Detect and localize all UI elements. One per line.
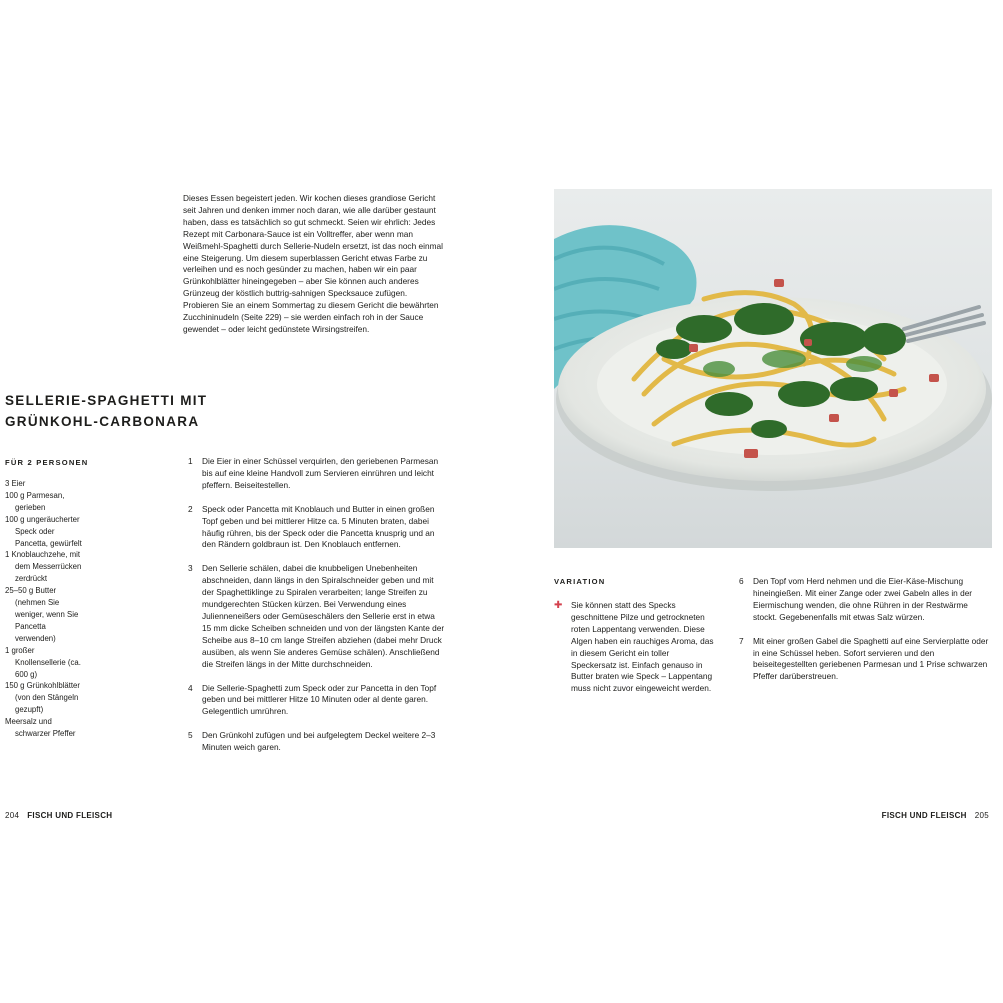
- step-text: Den Topf vom Herd nehmen und die Eier-Käse-Mischung hineingießen. Mit einer Zange oder zwei Gabeln alles in der Eiermischung wenden, die ohne Rühren in der Restwärme stockt. Gegebenenfalls mit etwas Salz würzen.: [753, 576, 973, 622]
- section-name: FISCH UND FLEISCH: [881, 811, 967, 820]
- method-step: [188, 563, 445, 670]
- method-step: [739, 576, 989, 624]
- method-step: [188, 504, 445, 552]
- ingredient-item: 1 großer Knollensellerie (ca. 600 g): [5, 645, 81, 679]
- ingredient-item: 1 Knoblauchzehe, mit dem Messerrücken zerdrückt: [5, 550, 82, 584]
- variation-text: Sie können statt des Specks geschnittene Pilze und getrockneten roten Lappentang verwenden. Diese Algen haben ein rauchiges Aroma, das in diesem Gericht ein toller Speckersatz ist. Einfach genauso in Butter braten wie Speck – Lappentang muss nicht zuvor eingeweicht werden.: [571, 600, 714, 694]
- method-step: [739, 636, 989, 684]
- dish-photo: [554, 189, 992, 548]
- method-step: [188, 456, 445, 492]
- intro-paragraph: Dieses Essen begeistert jeden. Wir kochen dieses grandiose Gericht seit Jahren und denken immer noch daran, wie alle darüber gestaunt haben, dass es tatsächlich so gut schmeckt. Seien wir ehrlich: Jedes Rezept mit Carbonara-Sauce ist ein Volltreffer, aber wenn man Weißmehl-Spaghetti durch Sellerie-Nudeln ersetzt, ist das noch einmal eine Steigerung. Um diesem superblassen Gericht etwas Farbe zu verleihen und es noch gesünder zu machen, haben wir ein paar Grünkohlblätter hineingegeben – aber Sie können auch anderes Grünzeug der köstlich buttrig-sahnigen Specksauce zufügen. Probieren Sie an einem Sommertag zu diesem Gericht die bewährten Zucchininudeln (Seite 229) – sie werden einfach roh in der Sauce gewendet – oder leicht gedünstete Wirsingstreifen.: [183, 193, 443, 334]
- section-name: FISCH UND FLEISCH: [27, 811, 113, 820]
- ingredient-item: 150 g Grünkohlblätter (von den Stängeln gezupft): [5, 681, 80, 715]
- step-number: 5: [188, 730, 193, 741]
- method-step: [188, 730, 445, 754]
- step-number: 6: [739, 576, 744, 586]
- step-text: Den Sellerie schälen, dabei die knubbeligen Unebenheiten abschneiden, dann längs in den Spiralschneider geben und mit der Spaghettiklinge zu Spiralen verarbeiten; lange Streifen zu mundgerechten Stücken kürzen. Bei Verwendung eines Julienneneißers oder Gemüseschälers den Sellerie erst in etwa 15 mm dicke Scheiben schneiden und von der längsten Kante der Scheibe aus 8–10 cm lange Streifen abziehen (dabei mehr Druck ausüben, als wenn Sie anderes Gemüse schälen). Anschließend die Streifen längs in der Mitte durchschneiden.: [202, 563, 445, 669]
- method-step: [188, 683, 445, 719]
- servings-label: FÜR 2 PERSONEN: [5, 458, 89, 467]
- step-text: Mit einer großen Gabel die Spaghetti auf eine Servierplatte oder in eine Schüssel heben. Sofort servieren und den beiseitegestellten geriebenen Parmesan und 1 Prise schwarzen Pfeffer darüberstreuen.: [753, 635, 989, 682]
- plus-icon: ✚: [554, 600, 563, 611]
- footer-right: [882, 811, 989, 820]
- step-number: 3: [188, 563, 193, 574]
- ingredient-item: 100 g ungeräucherter Speck oder Pancetta, gewürfelt: [5, 514, 82, 548]
- step-number: 4: [188, 682, 193, 693]
- footer-left: [5, 811, 112, 820]
- variation-heading: VARIATION: [554, 577, 606, 586]
- ingredient-item: 25–50 g Butter (nehmen Sie weniger, wenn Sie Pancetta verwenden): [5, 586, 79, 643]
- step-number: 1: [188, 456, 193, 466]
- step-text: Den Grünkohl zufügen und bei aufgelegtem Deckel weitere 2–3 Minuten weich garen.: [202, 730, 436, 753]
- method-steps-left: [188, 456, 445, 766]
- ingredient-item: Meersalz und schwarzer Pfeffer: [5, 717, 76, 739]
- page-number: 205: [974, 811, 989, 820]
- dish-photo-illustration: [554, 189, 992, 548]
- method-steps-right: [739, 576, 989, 695]
- step-text: Speck oder Pancetta mit Knoblauch und Butter in einen großen Topf geben und bei mittlerer Hitze ca. 5 Minuten braten, dabei häufig rühren, bis der Speck oder die Pancetta knusprig und an den Rändern goldbraun ist. Den Knoblauch entfernen.: [202, 503, 435, 550]
- title-line-1: SELLERIE-SPAGHETTI MIT: [5, 393, 208, 408]
- ingredient-list: [5, 478, 85, 740]
- step-text: Die Sellerie-Spaghetti zum Speck oder zur Pancetta in den Topf geben und bei mittlerer Hitze 10 Minuten oder al dente garen. Gelegentlich umrühren.: [202, 682, 437, 717]
- ingredient-item: 100 g Parmesan, gerieben: [5, 490, 65, 512]
- title-line-2: GRÜNKOHL-CARBONARA: [5, 414, 200, 429]
- variation-note: [554, 600, 716, 695]
- recipe-title: [5, 390, 305, 432]
- step-text: Die Eier in einer Schüssel verquirlen, den geriebenen Parmesan bis auf eine kleine Handvoll zum Servieren einrühren und leicht pfeffern. Beiseitestellen.: [202, 456, 439, 490]
- page-number: 204: [5, 811, 20, 820]
- step-number: 2: [188, 503, 193, 514]
- ingredient-item: 3 Eier: [5, 479, 26, 488]
- step-number: 7: [739, 635, 744, 646]
